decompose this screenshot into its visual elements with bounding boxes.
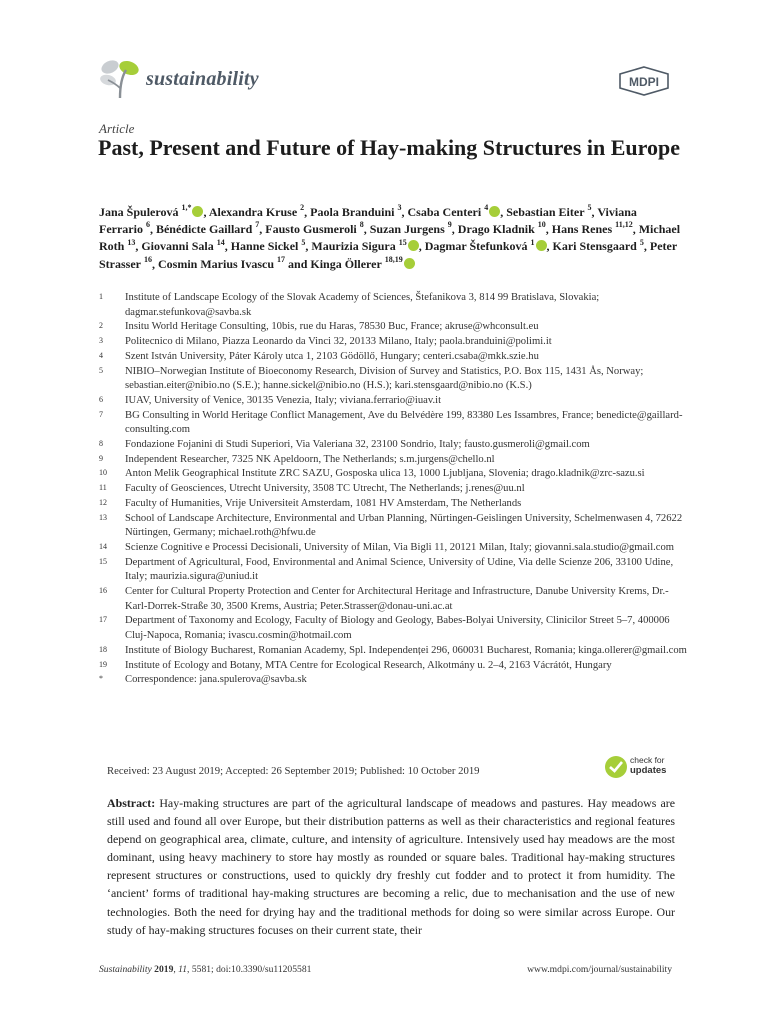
author-separator: , [203,205,209,219]
affiliation-text: Faculty of Humanities, Vrije Universiteit Amsterdam, 1081 HV Amsterdam, The Netherlands [125,497,522,509]
author-name: Dagmar Štefunková [424,239,528,254]
affiliation-item [99,659,689,674]
affiliation-text: Independent Researcher, 7325 NK Apeldoorn, The Netherlands; s.m.jurgens@chello.nl [125,453,495,465]
author-name: Bénédicte Gaillard [155,222,253,237]
affiliation-text: NIBIO–Norwegian Institute of Bioeconomy Research, Division of Survey and Statistics, P.O. Box 115, 1431 Ås, Norway; sebastian.eiter@nibio.no (S.E.); hanne.sickel@nibio.no (H.S.); kari.stensgaard@nibio.no (K.S.) [125,365,644,392]
author-separator: , [363,222,370,237]
affiliation-text: Scienze Cognitive e Processi Decisionali, University of Milan, Via Bigli 11, 20121 Milan, Italy; giovanni.sala.studio@gmail.com [125,541,675,553]
author-affiliation-sup: 15 [398,237,407,247]
author-name: Cosmin Marius Ivascu [158,256,275,271]
author[interactable] [99,205,209,219]
publisher-name: MDPI [629,75,659,89]
author-separator: , [632,222,639,237]
author-affiliation-sup: 5 [301,237,306,247]
author-separator: , [304,205,311,219]
author-name: Peter Strasser [99,239,677,271]
author-separator: , [305,239,312,254]
affiliation-number: 12 [99,497,107,507]
affiliation-text: Institute of Biology Bucharest, Romanian Academy, Spl. Independenței 296, 060031 Bucharest, Romania; kinga.ollerer@gmail.com [125,644,687,656]
abstract-text: Hay-making structures are part of the agricultural landscape of meadows and pastures. Hay meadows are still used and found all over Europe, but their distribution patterns as well as their characteristics and regional features depend on geographical area, climate, culture, and intensity of agriculture. Intensively used hay meadows are the most dominant, using heavy machinery to store hay mostly as rounded or square bales. Traditional hay-making structures represent structures or constructions, used to quickly dry freshly cut fodder and to protect it from humidity. The ‘ancient’ forms of traditional hay-making structures are becoming a relic, due to mechanisation and the use of new technologies. Both the need for drying hay and the traditional methods for doing so were similar across Europe. Our study of hay-making structures focuses on their current state, their [107,796,675,937]
abstract-label: Abstract: [107,796,156,810]
author-name: Michael Roth [99,222,681,254]
affiliation-text: Politecnico di Milano, Piazza Leonardo da Vinci 32, 20133 Milano, Italy; paola.branduini@polimi.it [125,336,552,348]
author-separator: , [591,205,598,219]
author-affiliation-sup: 6 [145,220,150,230]
author-name: Maurizia Sigura [311,239,396,254]
author-affiliation-sup: 2 [300,203,305,213]
affiliation-number: 9 [99,453,103,463]
author[interactable] [231,239,312,253]
affiliation-number: * [99,674,103,684]
affiliation-number: 13 [99,512,107,522]
author-separator: , [149,222,156,237]
author-name: Hans Renes [551,222,613,237]
author[interactable] [156,222,265,236]
author-name: Suzan Jurgens [369,222,445,237]
affiliation-text: Department of Taxonomy and Ecology, Faculty of Biology and Geology, Babes-Bolyai University, Clinicilor Street 5–7, 400006 Cluj-Napoca, Romania; ivascu.cosmin@hotmail.com [125,615,670,642]
affiliation-item [99,335,689,350]
article-type: Article [99,121,135,136]
author-separator: , [135,239,142,254]
affiliation-item [99,365,689,394]
author-separator: , [451,222,458,237]
author-name: Csaba Centeri [407,205,482,219]
footer-journal: Sustainability [99,964,152,975]
author-name: Alexandra Kruse [208,205,298,219]
affiliation-number: 17 [99,615,107,625]
mdpi-logo [618,66,670,96]
affiliation-text: Institute of Landscape Ecology of the Slovak Academy of Sciences, Štefanikova 3, 814 99 Bratislava, Slovakia; dagmar.stefunkova@savba.sk [125,292,600,318]
affiliation-number: 1 [99,292,103,301]
affiliation-number: 14 [99,541,107,551]
check-updates-line2: updates [630,765,667,776]
author-affiliation-sup: 8 [359,220,364,230]
author-separator: , [224,239,231,254]
author[interactable] [158,254,288,271]
orcid-icon[interactable] [536,240,547,251]
affiliation-text: Correspondence: jana.spulerova@savba.sk [125,674,307,686]
author-name: Viviana Ferrario [99,205,637,237]
affiliation-text: BG Consulting in World Heritage Conflict Management, Ave du Belvédère 199, 83380 Les Issambres, France; benedicte@gaillard-consulting.com [125,409,683,436]
affiliation-text: Center for Cultural Property Protection and Center for Architectural Heritage and Infrastructure, Danube University Krems, Dr.-Karl-Dorrek-Straße 30, 3500 Krems, Austria; Peter.Strasser@donau-uni.ac.at [125,586,669,612]
check-updates-icon [604,755,628,779]
author-separator: , [546,239,553,254]
journal-name: sustainability [146,68,259,90]
orcid-icon[interactable] [192,206,203,217]
author-affiliation-sup: 9 [447,220,452,230]
affiliation-text: Insitu World Heritage Consulting, 10bis, rue du Haras, 78530 Buc, France; akruse@whconsult.eu [125,321,539,333]
article-title: Past, Present and Future of Hay-making Structures in Europe [98,135,681,160]
affiliation-item [99,541,689,556]
journal-url[interactable]: www.mdpi.com/journal/sustainability [527,964,672,975]
author-affiliation-sup: 10 [537,220,546,230]
author[interactable] [209,205,310,219]
sustainability-plant-logo-icon [96,58,144,100]
affiliation-item [99,585,689,614]
author[interactable] [425,239,553,253]
footer-volume: 11 [178,964,188,975]
author-affiliation-sup: 4 [484,203,489,213]
author[interactable] [141,239,230,253]
author[interactable] [552,222,639,236]
affiliation-number: 4 [99,350,103,360]
affiliation-text: Fondazione Fojanini di Studi Superiori, Via Valeriana 32, 23100 Sondrio, Italy; fausto.gusmeroli@gmail.com [125,439,590,451]
author-affiliation-sup: 3 [397,203,402,213]
affiliation-number: 19 [99,659,107,669]
orcid-icon[interactable] [404,258,415,269]
author-name: Fausto Gusmeroli [265,222,357,237]
affiliation-number: 15 [99,556,107,566]
affiliation-number: 3 [99,336,103,346]
author[interactable] [553,239,650,253]
affiliation-item [99,482,689,497]
affiliation-number: 8 [99,439,103,449]
affiliation-number: 2 [99,321,103,331]
affiliation-item [99,453,689,468]
author-name: Giovanni Sala [141,239,214,254]
author-name: Jana Špulerová [99,205,179,219]
affiliation-number: 7 [99,409,103,419]
affiliation-text: School of Landscape Architecture, Environmental and Urban Planning, Nürtingen-Geislingen University, Schelmenwasen 4, 72622 Nürtingen, Germany; michael.roth@hfwu.de [125,512,683,539]
author[interactable] [370,222,458,236]
author-list [99,204,689,273]
author[interactable] [311,239,424,253]
abstract [107,794,675,939]
author-affiliation-sup: 5 [587,203,592,213]
affiliation-item [99,644,689,659]
affiliation-item [99,350,689,365]
affiliation-item [99,614,689,643]
check-for-updates-badge[interactable] [604,753,676,783]
author-separator: , [401,205,408,219]
journal-header [96,58,676,104]
affiliation-item [99,467,689,482]
author-affiliation-sup: 1 [530,237,535,247]
author-name: Sebastian Eiter [506,205,585,219]
author-separator: , [152,256,158,271]
author[interactable] [265,222,369,236]
author-name: Hanne Sickel [230,239,299,254]
author-affiliation-sup: 18,19 [384,254,403,264]
author[interactable] [506,205,597,219]
author-name: Kari Stensgaard [552,239,637,254]
author-affiliation-sup: 16 [144,254,152,264]
affiliation-number: 11 [99,483,107,493]
author-name: Drago Kladnik [457,222,535,237]
affiliation-item [99,291,689,320]
author-separator: , [418,239,425,254]
affiliation-text: Anton Melik Geographical Institute ZRC SAZU, Gosposka ulica 13, 1000 Ljubljana, Slovenia; drago.kladnik@zrc-sazu.si [125,468,645,480]
affiliation-text: Faculty of Geosciences, Utrecht University, 3508 TC Utrecht, The Netherlands; j.renes@uu.nl [125,483,525,495]
affiliation-item [99,497,689,512]
orcid-icon[interactable] [489,206,500,217]
citation-footer: Sustainability 2019, 11, 5581; doi:10.3390/su11205581 [99,964,312,975]
author[interactable] [310,205,407,219]
affiliation-text: Institute of Ecology and Botany, MTA Centre for Ecological Research, Alkotmány u. 2–4, 2163 Vácrátót, Hungary [125,659,612,671]
affiliation-item [99,409,689,438]
orcid-icon[interactable] [408,240,419,251]
affiliation-number: 16 [99,586,107,596]
author-affiliation-sup: 14 [216,237,225,247]
affiliation-text: IUAV, University of Venice, 30135 Venezia, Italy; viviana.ferrario@iuav.it [125,394,442,406]
author[interactable] [458,222,552,236]
author-name: and Kinga Öllerer [288,256,382,271]
author-affiliation-sup: 11,12 [615,220,633,230]
author[interactable] [408,205,507,219]
affiliation-number: 10 [99,468,107,478]
affiliation-item [99,320,689,335]
affiliation-number: 5 [99,365,103,375]
author-affiliation-sup: 1,* [181,203,192,213]
check-updates-line1: check for [630,755,665,765]
publication-dates: Received: 23 August 2019; Accepted: 26 September 2019; Published: 10 October 2019 [107,765,480,777]
affiliation-list [99,291,689,688]
footer-rest: , 5581; doi:10.3390/su11205581 [187,964,312,975]
affiliation-text: Szent István University, Páter Károly utca 1, 2103 Gödöllő, Hungary; centeri.csaba@mkk.szie.hu [125,350,539,362]
author[interactable] [288,254,415,271]
author-affiliation-sup: 5 [639,237,644,247]
affiliation-item [99,556,689,585]
affiliation-item [99,394,689,409]
author-affiliation-sup: 13 [127,237,136,247]
affiliation-item [99,673,689,688]
author-affiliation-sup: 7 [255,220,260,230]
author-separator: , [545,222,552,237]
footer-year: 2019 [154,964,174,975]
affiliation-item [99,438,689,453]
affiliation-number: 18 [99,644,107,654]
author-separator: , [643,239,650,254]
author-name: Paola Branduini [310,205,395,219]
author-separator: , [259,222,266,237]
author-affiliation-sup: 17 [277,254,286,264]
author-separator: , [500,205,507,219]
affiliation-item [99,512,689,541]
affiliation-text: Department of Agricultural, Food, Environmental and Animal Science, University of Udine, Via delle Scienze 206, 33100 Udine, Italy; maurizia.sigura@uniud.it [125,556,674,583]
affiliation-number: 6 [99,394,103,404]
